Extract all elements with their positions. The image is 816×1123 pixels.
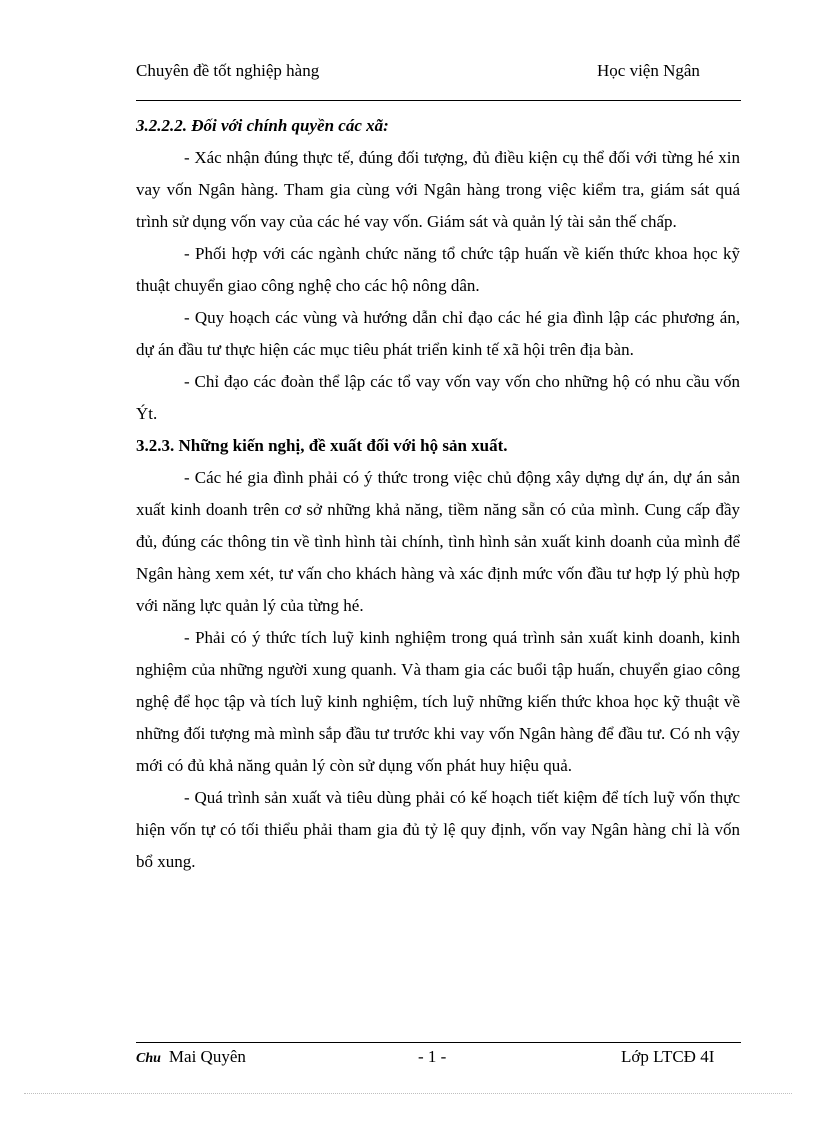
footer-author-mark: Chu — [136, 1051, 161, 1066]
paragraph: - Quy hoạch các vùng và hướng dẫn chỉ đạo các hé gia đình lập các phương án, dự án đầu tư thực hiện các mục tiêu phát triển kinh tế xã hội trên địa bàn. — [136, 308, 740, 359]
header-divider — [136, 100, 741, 101]
paragraph: - Quá trình sản xuất và tiêu dùng phải có kế hoạch tiết kiệm để tích luỹ vốn thực hiện vốn tự có tối thiểu phải tham gia đủ tỷ lệ quy định, vốn vay Ngân hàng chỉ là vốn bổ xung. — [136, 788, 740, 871]
header-institution: Học viện Ngân — [597, 61, 700, 80]
paragraph: - Các hé gia đình phải có ý thức trong việc chủ động xây dựng dự án, dự án sản xuất kinh doanh trên cơ sở những khả năng, tiềm năng sẵn có của mình. Cung cấp đầy đủ, đúng các thông tin về tình hình tài chính, tình hình sản xuất kinh doanh của mình để Ngân hàng xem xét, tư vấn cho khách hàng và xác định mức vốn đầu tư hợp lý phù hợp với năng lực quản lý của từng hé. — [136, 468, 740, 615]
page-number: - 1 - — [418, 1047, 447, 1066]
footer-divider — [136, 1042, 741, 1043]
paragraph: - Xác nhận đúng thực tế, đúng đối tượng, đủ điều kiện cụ thể đối với từng hé xin vay vốn Ngân hàng. Tham gia cùng với Ngân hàng trong việc kiểm tra, giám sát quá trình sử dụng vốn vay của các hé vay vốn. Giám sát và quản lý tài sản thế chấp. — [136, 148, 740, 231]
footer-class: Lớp LTCĐ 4I — [621, 1047, 715, 1066]
section-heading-3-2-2-2: 3.2.2.2. Đối với chính quyền các xã: — [136, 116, 389, 135]
document-body — [136, 110, 740, 878]
page-edge-divider — [24, 1093, 792, 1094]
paragraph: - Chỉ đạo các đoàn thể lập các tổ vay vốn vay vốn cho những hộ có nhu cầu vốn Ýt. — [136, 372, 740, 423]
paragraph: - Phải có ý thức tích luỹ kinh nghiệm trong quá trình sản xuất kinh doanh, kinh nghiệm của những người xung quanh. Và tham gia các buổi tập huấn, chuyển giao công nghệ để học tập và tích luỹ kinh nghiệm, tích luỹ những kiến thức khoa học kỹ thuật về những đối tượng mà mình sắp đầu tư trước khi vay vốn Ngân hàng để đầu tư. Có nh vậy mới có đủ khả năng quản lý còn sử dụng vốn phát huy hiệu quả. — [136, 628, 740, 775]
footer-author-name: Mai Quyên — [168, 1047, 246, 1066]
header-document-title: Chuyên đề tốt nghiệp hàng — [136, 61, 320, 80]
footer-author — [136, 1046, 246, 1070]
section-heading-3-2-3: 3.2.3. Những kiến nghị, đề xuất đối với hộ sản xuất. — [136, 436, 508, 455]
paragraph: - Phối hợp với các ngành chức năng tổ chức tập huấn về kiến thức khoa học kỹ thuật chuyển giao công nghệ cho các hộ nông dân. — [136, 244, 740, 295]
